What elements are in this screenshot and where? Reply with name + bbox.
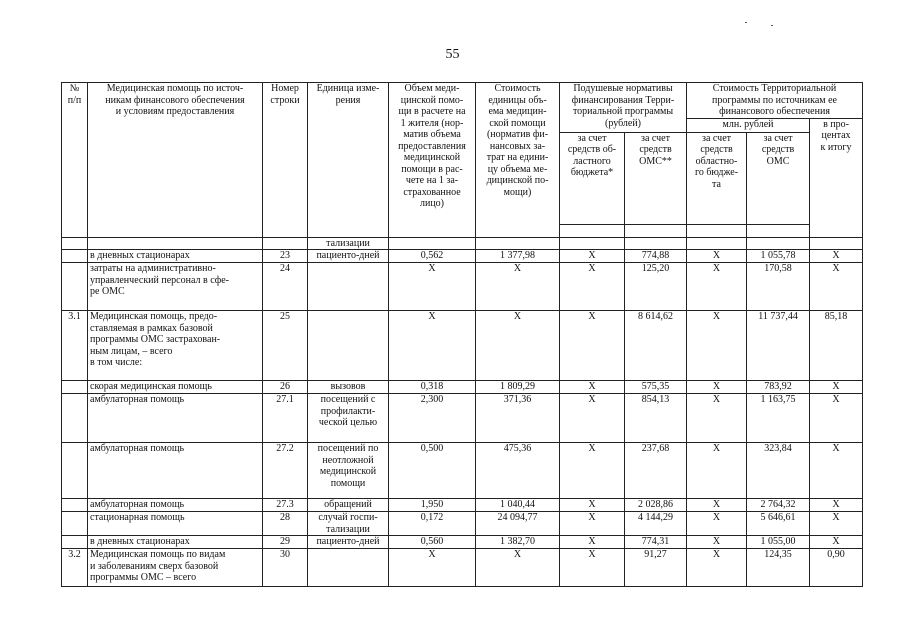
table-row [62,381,863,394]
row-line-number: 26 [263,381,308,394]
row-unit [308,263,389,311]
row-line-number: 25 [263,311,308,381]
row-line-number: 28 [263,512,308,536]
row-unit-cost: 1 040,44 [476,499,560,512]
row-unit [308,311,389,381]
row-norm-budget: X [560,499,625,512]
row-norm-budget: X [560,536,625,549]
row-volume [389,237,476,250]
table-row [62,394,863,443]
row-cost-budget: X [687,512,747,536]
row-cost-budget [687,237,747,250]
row-line-number [263,237,308,250]
row-unit: пациенто-дней [308,250,389,263]
row-cost-oms: 1 055,00 [747,536,810,549]
row-volume: 0,500 [389,443,476,499]
row-cost-oms: 170,58 [747,263,810,311]
row-norm-oms: 125,20 [625,263,687,311]
row-line-number: 29 [263,536,308,549]
row-volume: X [389,311,476,381]
row-unit [308,549,389,587]
row-num [62,381,88,394]
header-num: № п/п [62,83,88,238]
table-row [62,250,863,263]
table-row [62,263,863,311]
row-unit-cost: 475,36 [476,443,560,499]
row-norm-budget [560,237,625,250]
row-name: амбулаторная помощь [88,394,263,443]
row-unit: обращений [308,499,389,512]
row-line-number: 30 [263,549,308,587]
row-name: Медицинская помощь по видам и заболеваниям сверх базовой программы ОМС – всего [88,549,263,587]
row-unit-cost: X [476,311,560,381]
row-num [62,394,88,443]
row-cost-oms: 5 646,61 [747,512,810,536]
row-volume: 0,318 [389,381,476,394]
row-unit: тализации [308,237,389,250]
table-row [62,311,863,381]
row-volume: 2,300 [389,394,476,443]
row-unit-cost: X [476,263,560,311]
row-name: скорая медицинская помощь [88,381,263,394]
row-percent: 0,90 [810,549,863,587]
row-cost-budget: X [687,394,747,443]
header-cost: Стоимость единицы объ- ема медицин- ской помощи (норматив фи- нансовых за- трат на едини- цу объема ме- дицинской по- мощи) [476,83,560,238]
row-volume: 0,562 [389,250,476,263]
row-volume: X [389,549,476,587]
row-unit: случай госпи- тализации [308,512,389,536]
row-cost-oms: 2 764,32 [747,499,810,512]
row-name: Медицинская помощь, предо- ставляемая в рамках базовой программы ОМС застрахован- ным лицам, – всего в том числе: [88,311,263,381]
row-norm-budget: X [560,250,625,263]
row-percent: 85,18 [810,311,863,381]
row-num [62,263,88,311]
row-cost-oms: 124,35 [747,549,810,587]
header-mln-rub: млн. рублей [687,118,810,132]
row-norm-budget: X [560,394,625,443]
row-cost-oms: 323,84 [747,443,810,499]
row-name: стационарная помощь [88,512,263,536]
row-norm-budget: X [560,512,625,536]
row-volume: 0,560 [389,536,476,549]
row-percent: X [810,443,863,499]
header-volume: Объем меди- цинской помо- щи в расчете на 1 жителя (нор- матив объема предоставления медицинской помощи в рас- чете на 1 за- страхованное лицо) [389,83,476,238]
row-volume: 0,172 [389,512,476,536]
row-percent: X [810,536,863,549]
row-cost-oms [747,237,810,250]
row-percent: X [810,263,863,311]
row-volume: X [389,263,476,311]
row-name: затраты на административно- управленческий персонал в сфе- ре ОМС [88,263,263,311]
row-unit-cost: 1 377,98 [476,250,560,263]
row-cost-oms: 1 055,78 [747,250,810,263]
row-line-number: 27.1 [263,394,308,443]
row-cost-oms: 783,92 [747,381,810,394]
row-unit-cost: 371,36 [476,394,560,443]
row-cost-budget: X [687,443,747,499]
scan-speck [745,22,747,23]
row-num: 3.1 [62,311,88,381]
row-name: в дневных стационарах [88,536,263,549]
row-line-number: 23 [263,250,308,263]
row-unit-cost: 24 094,77 [476,512,560,536]
scan-speck [771,25,773,26]
row-name: амбулаторная помощь [88,443,263,499]
header-cost-oms: за счет средств ОМС [747,132,810,224]
row-name [88,237,263,250]
row-percent: X [810,250,863,263]
header-percent: в про- центах к итогу [810,118,863,237]
row-num [62,512,88,536]
header-cost-budget: за счет средств областно- го бюдже- та [687,132,747,224]
row-num [62,237,88,250]
row-percent: X [810,381,863,394]
row-norm-oms: 237,68 [625,443,687,499]
row-percent: X [810,394,863,443]
row-norm-budget: X [560,311,625,381]
row-cost-budget: X [687,499,747,512]
row-percent: X [810,512,863,536]
row-line-number: 27.2 [263,443,308,499]
row-cost-budget: X [687,311,747,381]
row-num [62,499,88,512]
row-unit: посещений по неотложной медицинской помощи [308,443,389,499]
row-norm-budget: X [560,443,625,499]
row-line-number: 27.3 [263,499,308,512]
row-percent: X [810,499,863,512]
page-number: 55 [445,47,460,62]
row-norm-oms: 854,13 [625,394,687,443]
row-line-number: 24 [263,263,308,311]
row-unit-cost: X [476,549,560,587]
row-num [62,443,88,499]
row-cost-budget: X [687,263,747,311]
row-cost-oms: 11 737,44 [747,311,810,381]
row-unit-cost [476,237,560,250]
financing-table [61,82,863,587]
row-volume: 1,950 [389,499,476,512]
row-cost-budget: X [687,536,747,549]
row-norm-budget: X [560,549,625,587]
table-row [62,536,863,549]
row-unit-cost: 1 382,70 [476,536,560,549]
row-norm-oms: 774,88 [625,250,687,263]
row-num [62,536,88,549]
table-row [62,549,863,587]
row-norm-oms: 575,35 [625,381,687,394]
row-name: в дневных стационарах [88,250,263,263]
row-norm-budget: X [560,381,625,394]
row-unit: пациенто-дней [308,536,389,549]
header-name: Медицинская помощь по источ- никам финансового обеспечения и условиям предоставления [88,83,263,238]
table-row [62,499,863,512]
row-num [62,250,88,263]
row-norm-oms: 8 614,62 [625,311,687,381]
row-unit-cost: 1 809,29 [476,381,560,394]
header-unit: Единица изме- рения [308,83,389,238]
row-cost-oms: 1 163,75 [747,394,810,443]
row-name: амбулаторная помощь [88,499,263,512]
header-norms-group: Подушевые нормативы финансирования Терри- ториальной программы (рублей) [560,83,687,133]
header-norms-oms: за счет средств ОМС** [625,132,687,224]
row-norm-oms: 91,27 [625,549,687,587]
table-row [62,512,863,536]
row-cost-budget: X [687,549,747,587]
header-line: Номер строки [263,83,308,238]
row-unit: посещений с профилакти- ческой целью [308,394,389,443]
table-row [62,237,863,250]
table-row [62,443,863,499]
row-num: 3.2 [62,549,88,587]
row-percent [810,237,863,250]
row-norm-oms: 2 028,86 [625,499,687,512]
header-cost-group: Стоимость Территориальной программы по источникам ее финансового обеспечения [687,83,863,119]
row-cost-budget: X [687,250,747,263]
row-norm-budget: X [560,263,625,311]
row-cost-budget: X [687,381,747,394]
row-norm-oms [625,237,687,250]
row-norm-oms: 4 144,29 [625,512,687,536]
header-norms-budget: за счет средств об- ластного бюджета* [560,132,625,224]
row-unit: вызовов [308,381,389,394]
row-norm-oms: 774,31 [625,536,687,549]
